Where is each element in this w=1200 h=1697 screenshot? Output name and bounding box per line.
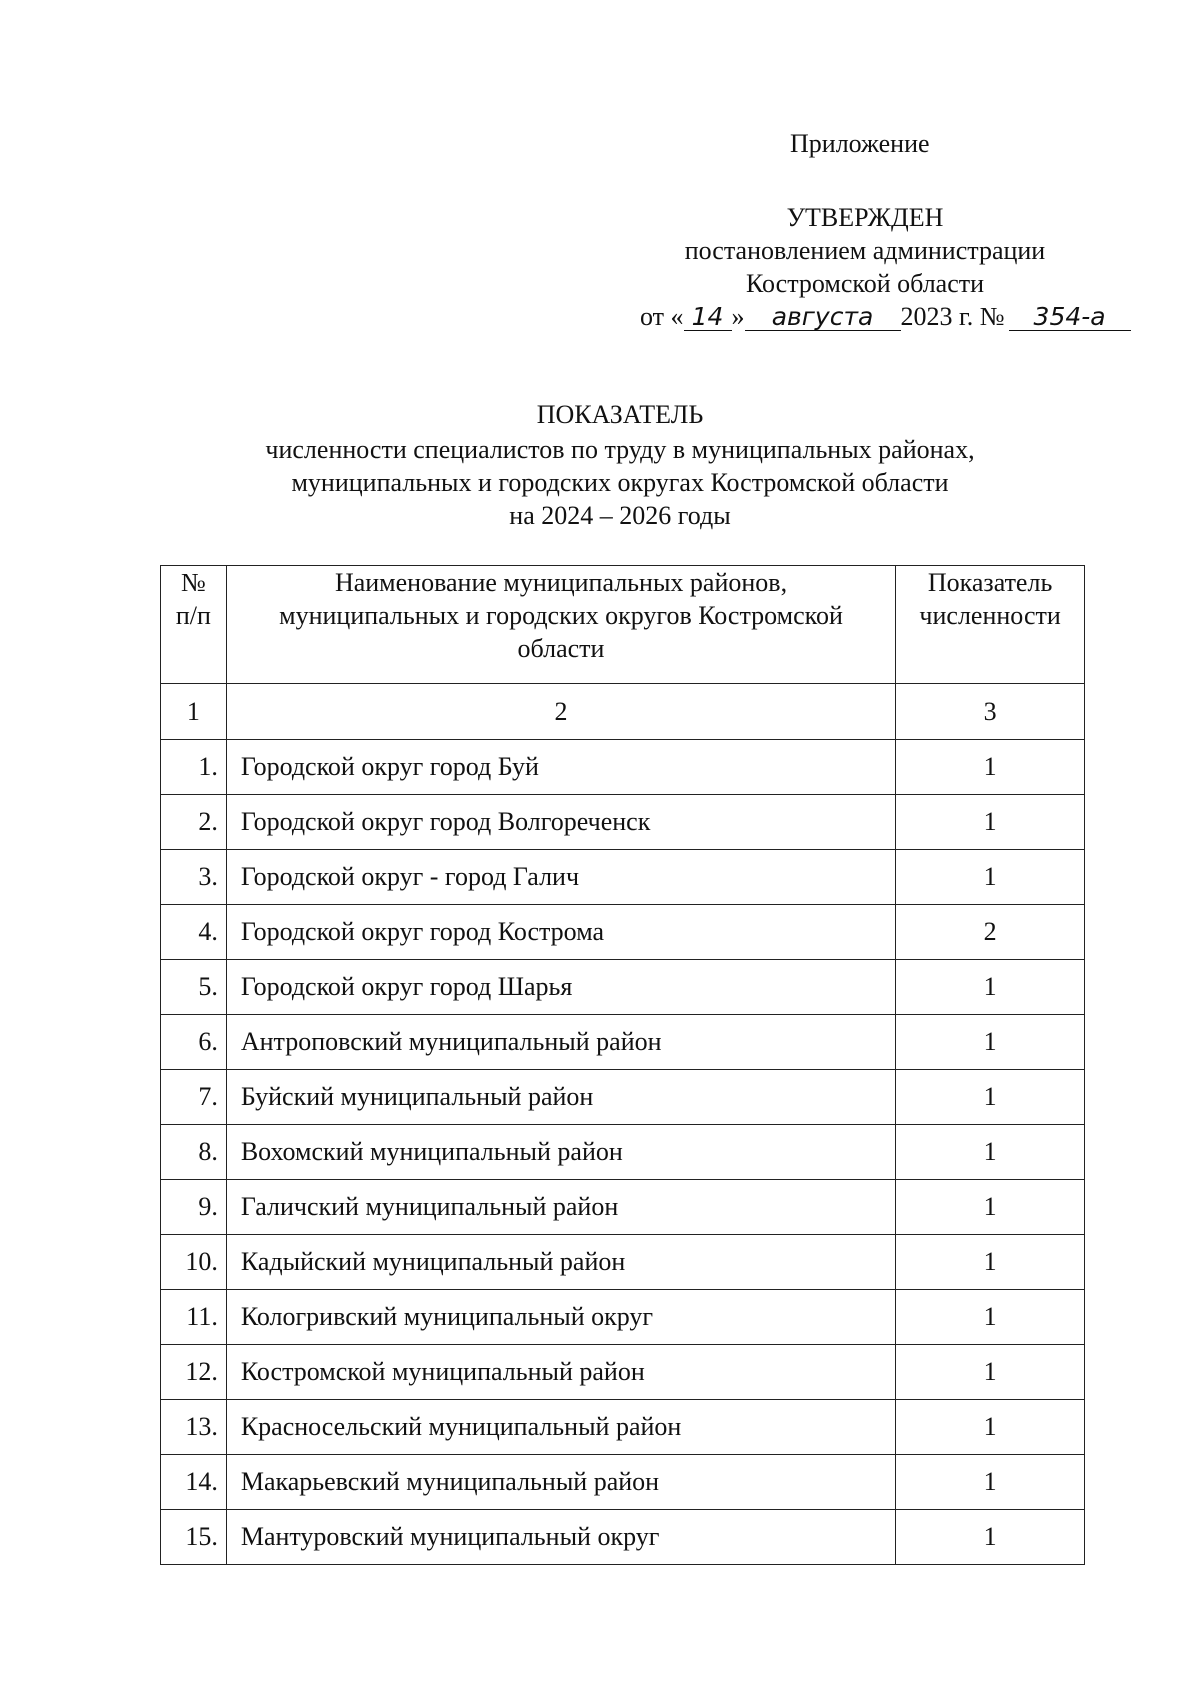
- column-number-cell: 1: [161, 684, 227, 740]
- row-number-cell: 1.: [161, 740, 227, 795]
- date-mid: »: [731, 302, 745, 331]
- row-number-cell: 9.: [161, 1180, 227, 1235]
- header-name-line-1: Наименование муниципальных районов,: [334, 568, 788, 597]
- row-number-cell: 14.: [161, 1455, 227, 1510]
- column-number-cell: 3: [896, 684, 1085, 740]
- row-value-cell: 1: [896, 1345, 1085, 1400]
- table-row: [161, 740, 1085, 795]
- date-year: 2023 г. №: [900, 302, 1005, 331]
- row-value-cell: 1: [896, 1235, 1085, 1290]
- handwritten-doc-number: 354-а: [1009, 304, 1131, 331]
- row-number-cell: 13.: [161, 1400, 227, 1455]
- row-name-cell: Антроповский муниципальный район: [226, 1015, 895, 1070]
- table-body: [161, 684, 1085, 1565]
- row-value-cell: 1: [896, 1015, 1085, 1070]
- table-row: [161, 1345, 1085, 1400]
- row-value-cell: 1: [896, 740, 1085, 795]
- table-row: [161, 960, 1085, 1015]
- row-name-cell: Вохомский муниципальный район: [226, 1125, 895, 1180]
- row-number-cell: 8.: [161, 1125, 227, 1180]
- table-row: [161, 1015, 1085, 1070]
- row-value-cell: 1: [896, 1510, 1085, 1565]
- indicator-table: [160, 565, 1085, 1565]
- row-number-cell: 15.: [161, 1510, 227, 1565]
- table-row: [161, 1235, 1085, 1290]
- table-row: [161, 850, 1085, 905]
- header-number-line-1: №: [181, 568, 206, 597]
- row-name-cell: Костромской муниципальный район: [226, 1345, 895, 1400]
- column-number-row: [161, 684, 1085, 740]
- header-number: [161, 566, 227, 684]
- row-number-cell: 5.: [161, 960, 227, 1015]
- header-value-line-2: численности: [919, 601, 1061, 630]
- row-number-cell: 6.: [161, 1015, 227, 1070]
- approved-by-line-2: Костромской области: [745, 269, 985, 298]
- row-number-cell: 7.: [161, 1070, 227, 1125]
- table-row: [161, 1400, 1085, 1455]
- row-number-cell: 11.: [161, 1290, 227, 1345]
- row-name-cell: Кадыйский муниципальный район: [226, 1235, 895, 1290]
- row-name-cell: Городской округ город Кострома: [226, 905, 895, 960]
- row-value-cell: 1: [896, 795, 1085, 850]
- row-value-cell: 1: [896, 1180, 1085, 1235]
- table-header-row: [161, 566, 1085, 684]
- table-row: [161, 1125, 1085, 1180]
- header-name-line-2: муниципальных и городских округов Костромской: [279, 601, 843, 630]
- table-row: [161, 1070, 1085, 1125]
- row-name-cell: Буйский муниципальный район: [226, 1070, 895, 1125]
- header-value: [896, 566, 1085, 684]
- table-row: [161, 1290, 1085, 1345]
- date-prefix: от «: [640, 302, 684, 331]
- row-name-cell: Макарьевский муниципальный район: [226, 1455, 895, 1510]
- header-name: [226, 566, 895, 684]
- document-title: ПОКАЗАТЕЛЬ: [536, 400, 704, 429]
- row-number-cell: 2.: [161, 795, 227, 850]
- row-name-cell: Мантуровский муниципальный округ: [226, 1510, 895, 1565]
- approval-date-line: [640, 300, 1131, 334]
- row-value-cell: 1: [896, 1125, 1085, 1180]
- row-number-cell: 3.: [161, 850, 227, 905]
- row-name-cell: Городской округ город Шарья: [226, 960, 895, 1015]
- document-subtitle-line-2: муниципальных и городских округах Костромской области: [291, 468, 949, 497]
- table-row: [161, 905, 1085, 960]
- handwritten-month: августа: [745, 304, 901, 331]
- document-subtitle-line-3: на 2024 – 2026 годы: [509, 501, 731, 530]
- row-value-cell: 2: [896, 905, 1085, 960]
- handwritten-day: 14: [684, 304, 732, 331]
- table-row: [161, 795, 1085, 850]
- header-name-line-3: области: [517, 634, 605, 663]
- row-number-cell: 4.: [161, 905, 227, 960]
- approved-heading: УТВЕРЖДЕН: [786, 203, 944, 232]
- row-name-cell: Галичский муниципальный район: [226, 1180, 895, 1235]
- row-value-cell: 1: [896, 960, 1085, 1015]
- table-row: [161, 1510, 1085, 1565]
- row-value-cell: 1: [896, 1070, 1085, 1125]
- header-value-line-1: Показатель: [927, 568, 1053, 597]
- row-name-cell: Красносельский муниципальный район: [226, 1400, 895, 1455]
- table-row: [161, 1455, 1085, 1510]
- row-name-cell: Кологривский муниципальный округ: [226, 1290, 895, 1345]
- row-name-cell: Городской округ город Буй: [226, 740, 895, 795]
- row-name-cell: Городской округ город Волгореченск: [226, 795, 895, 850]
- row-value-cell: 1: [896, 1400, 1085, 1455]
- row-number-cell: 10.: [161, 1235, 227, 1290]
- table-row: [161, 1180, 1085, 1235]
- row-value-cell: 1: [896, 1455, 1085, 1510]
- row-number-cell: 12.: [161, 1345, 227, 1400]
- row-value-cell: 1: [896, 1290, 1085, 1345]
- row-value-cell: 1: [896, 850, 1085, 905]
- header-number-line-2: п/п: [175, 601, 211, 630]
- document-subtitle-line-1: численности специалистов по труду в муниципальных районах,: [265, 435, 975, 464]
- approved-by-line-1: постановлением администрации: [684, 236, 1046, 265]
- appendix-label: Приложение: [790, 129, 930, 158]
- column-number-cell: 2: [226, 684, 895, 740]
- row-name-cell: Городской округ - город Галич: [226, 850, 895, 905]
